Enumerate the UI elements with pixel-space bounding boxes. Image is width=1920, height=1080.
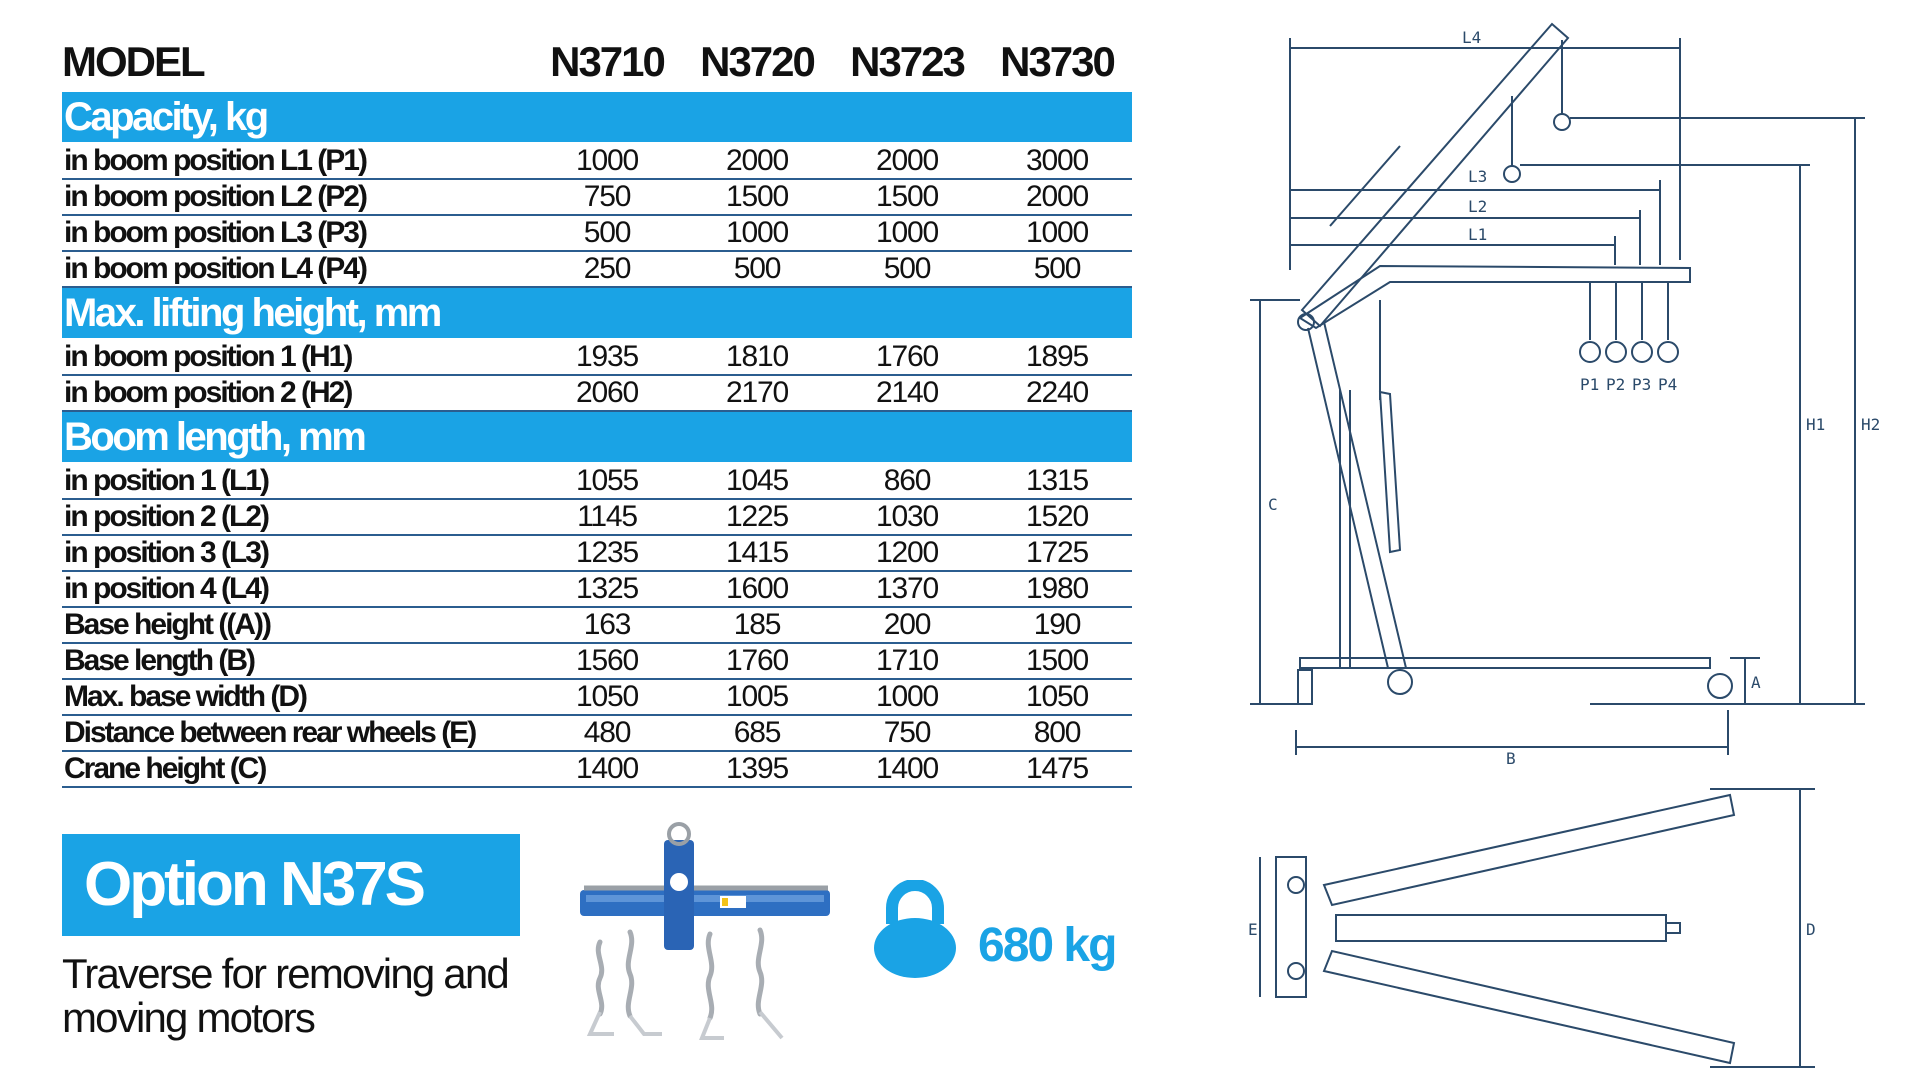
row-value: 1050 bbox=[982, 679, 1132, 715]
row-value: 1055 bbox=[532, 463, 682, 499]
row-value: 1325 bbox=[532, 571, 682, 607]
traverse-illustration bbox=[560, 822, 860, 1052]
row-value: 1500 bbox=[982, 643, 1132, 679]
row-value: 685 bbox=[682, 715, 832, 751]
row-value: 1520 bbox=[982, 499, 1132, 535]
crane-side-diagram bbox=[1240, 10, 1900, 770]
table-row bbox=[62, 375, 1132, 411]
section-header bbox=[62, 411, 1132, 463]
row-label: in boom position L3 (P3) bbox=[62, 215, 532, 251]
hook-label: P3 bbox=[1632, 375, 1652, 394]
row-value: 2240 bbox=[982, 375, 1132, 411]
row-value: 1725 bbox=[982, 535, 1132, 571]
row-value: 1200 bbox=[832, 535, 982, 571]
dim-label-h2: H2 bbox=[1861, 415, 1881, 434]
row-value: 185 bbox=[682, 607, 832, 643]
row-value: 1415 bbox=[682, 535, 832, 571]
dim-label-h1: H1 bbox=[1806, 415, 1826, 434]
table-row bbox=[62, 215, 1132, 251]
row-value: 1235 bbox=[532, 535, 682, 571]
row-value: 1315 bbox=[982, 463, 1132, 499]
table-row bbox=[62, 535, 1132, 571]
row-value: 1000 bbox=[682, 215, 832, 251]
row-value: 1560 bbox=[532, 643, 682, 679]
table-row bbox=[62, 339, 1132, 375]
row-value: 3000 bbox=[982, 143, 1132, 179]
hook-label: P4 bbox=[1658, 375, 1678, 394]
model-name: N3710 bbox=[550, 38, 664, 85]
row-value: 1045 bbox=[682, 463, 832, 499]
model-header-row bbox=[62, 32, 1132, 92]
row-value: 1030 bbox=[832, 499, 982, 535]
row-value: 163 bbox=[532, 607, 682, 643]
row-value: 190 bbox=[982, 607, 1132, 643]
row-value: 800 bbox=[982, 715, 1132, 751]
table-row bbox=[62, 679, 1132, 715]
row-value: 1370 bbox=[832, 571, 982, 607]
boom-label: L1 bbox=[1468, 225, 1488, 244]
row-value: 1600 bbox=[682, 571, 832, 607]
row-label: Distance between rear wheels (E) bbox=[62, 715, 532, 751]
row-value: 1400 bbox=[532, 751, 682, 787]
row-value: 1500 bbox=[832, 179, 982, 215]
row-value: 500 bbox=[832, 251, 982, 287]
model-name: N3730 bbox=[1000, 38, 1114, 85]
dim-label-d: D bbox=[1806, 920, 1816, 939]
row-value: 1980 bbox=[982, 571, 1132, 607]
option-title: Option N37S bbox=[62, 834, 520, 936]
table-row bbox=[62, 751, 1132, 787]
dim-label-a: A bbox=[1751, 673, 1761, 692]
row-value: 1225 bbox=[682, 499, 832, 535]
row-value: 2000 bbox=[832, 143, 982, 179]
model-name: N3723 bbox=[850, 38, 964, 85]
boom-label: L4 bbox=[1462, 28, 1482, 47]
table-row bbox=[62, 463, 1132, 499]
row-value: 1000 bbox=[532, 143, 682, 179]
crane-top-diagram bbox=[1240, 775, 1900, 1080]
dim-label-c: C bbox=[1268, 495, 1278, 514]
table-row bbox=[62, 143, 1132, 179]
row-label: in position 2 (L2) bbox=[62, 499, 532, 535]
row-value: 1760 bbox=[832, 339, 982, 375]
row-value: 750 bbox=[532, 179, 682, 215]
model-label: MODEL bbox=[62, 38, 204, 85]
row-value: 1760 bbox=[682, 643, 832, 679]
row-value: 860 bbox=[832, 463, 982, 499]
row-value: 1145 bbox=[532, 499, 682, 535]
row-value: 1000 bbox=[982, 215, 1132, 251]
row-value: 500 bbox=[982, 251, 1132, 287]
weight-label: 680 kg bbox=[978, 919, 1116, 972]
hook-label: P1 bbox=[1580, 375, 1600, 394]
spec-body bbox=[62, 92, 1132, 787]
row-value: 750 bbox=[832, 715, 982, 751]
hook-label: P2 bbox=[1606, 375, 1626, 394]
table-row bbox=[62, 179, 1132, 215]
row-label: in boom position L2 (P2) bbox=[62, 179, 532, 215]
table-row bbox=[62, 715, 1132, 751]
dim-label-b: B bbox=[1506, 749, 1516, 768]
table-row bbox=[62, 571, 1132, 607]
row-value: 1500 bbox=[682, 179, 832, 215]
row-label: in boom position L1 (P1) bbox=[62, 143, 532, 179]
row-value: 2170 bbox=[682, 375, 832, 411]
option-description: Traverse for removing and moving motors bbox=[62, 950, 508, 1041]
section-header bbox=[62, 287, 1132, 339]
row-value: 1475 bbox=[982, 751, 1132, 787]
boom-label: L3 bbox=[1468, 167, 1488, 186]
row-value: 1935 bbox=[532, 339, 682, 375]
row-label: in position 1 (L1) bbox=[62, 463, 532, 499]
row-label: Base length (B) bbox=[62, 643, 532, 679]
row-value: 1000 bbox=[832, 215, 982, 251]
row-label: Crane height (C) bbox=[62, 751, 532, 787]
row-label: in position 3 (L3) bbox=[62, 535, 532, 571]
row-value: 2060 bbox=[532, 375, 682, 411]
kettlebell-icon bbox=[870, 880, 960, 980]
table-row bbox=[62, 607, 1132, 643]
table-row bbox=[62, 251, 1132, 287]
row-value: 1050 bbox=[532, 679, 682, 715]
section-title: Boom length, mm bbox=[62, 411, 1132, 463]
row-value: 1005 bbox=[682, 679, 832, 715]
row-value: 1710 bbox=[832, 643, 982, 679]
section-header bbox=[62, 92, 1132, 143]
section-title: Max. lifting height, mm bbox=[62, 287, 1132, 339]
model-name: N3720 bbox=[700, 38, 814, 85]
row-label: in boom position 2 (H2) bbox=[62, 375, 532, 411]
section-title: Capacity, kg bbox=[62, 92, 1132, 143]
row-label: in boom position L4 (P4) bbox=[62, 251, 532, 287]
row-value: 250 bbox=[532, 251, 682, 287]
row-value: 500 bbox=[532, 215, 682, 251]
row-value: 1400 bbox=[832, 751, 982, 787]
row-value: 480 bbox=[532, 715, 682, 751]
table-row bbox=[62, 499, 1132, 535]
row-label: in boom position 1 (H1) bbox=[62, 339, 532, 375]
row-value: 200 bbox=[832, 607, 982, 643]
row-value: 500 bbox=[682, 251, 832, 287]
row-label: Base height ((A)) bbox=[62, 607, 532, 643]
row-label: Max. base width (D) bbox=[62, 679, 532, 715]
row-value: 1810 bbox=[682, 339, 832, 375]
boom-label: L2 bbox=[1468, 197, 1488, 216]
row-value: 1395 bbox=[682, 751, 832, 787]
row-value: 1000 bbox=[832, 679, 982, 715]
spec-table bbox=[62, 32, 1132, 788]
row-value: 2140 bbox=[832, 375, 982, 411]
table-row bbox=[62, 643, 1132, 679]
dim-label-e: E bbox=[1248, 920, 1258, 939]
row-value: 2000 bbox=[682, 143, 832, 179]
row-value: 2000 bbox=[982, 179, 1132, 215]
row-value: 1895 bbox=[982, 339, 1132, 375]
row-label: in position 4 (L4) bbox=[62, 571, 532, 607]
